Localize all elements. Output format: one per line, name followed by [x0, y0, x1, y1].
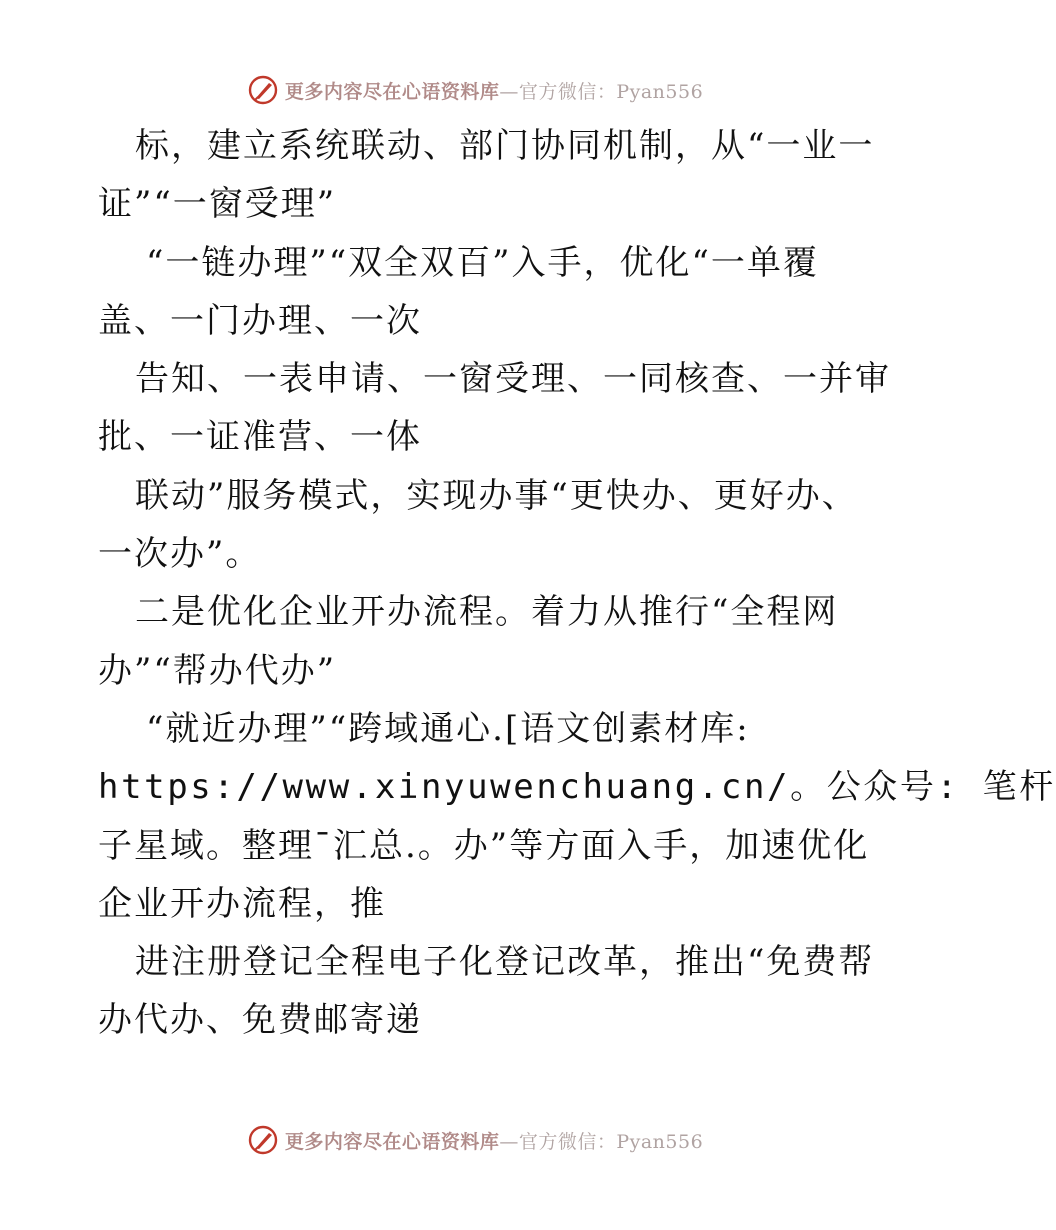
footer-banner	[0, 1122, 950, 1158]
footer-banner-sep: —	[499, 1130, 519, 1153]
quill-logo-icon	[247, 74, 279, 106]
footer-banner-text	[285, 1127, 703, 1154]
body-line: 子星域。整理¯汇总.。办”等方面入手，加速优化	[98, 825, 870, 866]
body-line: 批、一证准营、一体	[98, 417, 422, 458]
body-line: 办代办、免费邮寄递	[98, 1000, 422, 1041]
body-line: 企业开办流程，推	[98, 883, 386, 924]
footer-banner-wechat: 官方微信：Pyan556	[518, 1130, 704, 1153]
body-line: 证”“一窗受理”	[98, 184, 337, 225]
header-banner-main: 更多内容尽在心语资料库	[284, 80, 500, 103]
header-banner-sep: —	[499, 80, 519, 103]
body-line: 盖、一门办理、一次	[98, 300, 422, 341]
body-line: 办”“帮办代办”	[98, 650, 337, 691]
body-line: “一链办理”“双全双百”入手，优化“一单覆	[146, 242, 819, 283]
body-line: 联动”服务模式，实现办事“更快办、更好办、	[135, 475, 858, 516]
footer-banner-main: 更多内容尽在心语资料库	[284, 1130, 500, 1153]
header-banner-text	[285, 77, 703, 104]
header-banner-wechat: 官方微信：Pyan556	[518, 80, 704, 103]
body-line: 进注册登记全程电子化登记改革，推出“免费帮	[135, 942, 875, 983]
document-body	[98, 117, 1056, 1050]
quill-logo-icon	[247, 1124, 279, 1156]
body-line-url: https://www.xinyuwenchuang.cn/。公众号: 笔杆	[98, 767, 1056, 808]
body-line: 二是优化企业开办流程。着力从推行“全程网	[135, 592, 839, 633]
body-line: “就近办理”“跨域通心.[语文创素材库:	[146, 708, 750, 749]
body-line: 标，建立系统联动、部门协同机制，从“一业一	[135, 126, 875, 166]
body-line: 告知、一表申请、一窗受理、一同核查、一并审	[135, 359, 891, 400]
header-banner	[0, 72, 950, 108]
body-line: 一次办”。	[98, 534, 262, 575]
